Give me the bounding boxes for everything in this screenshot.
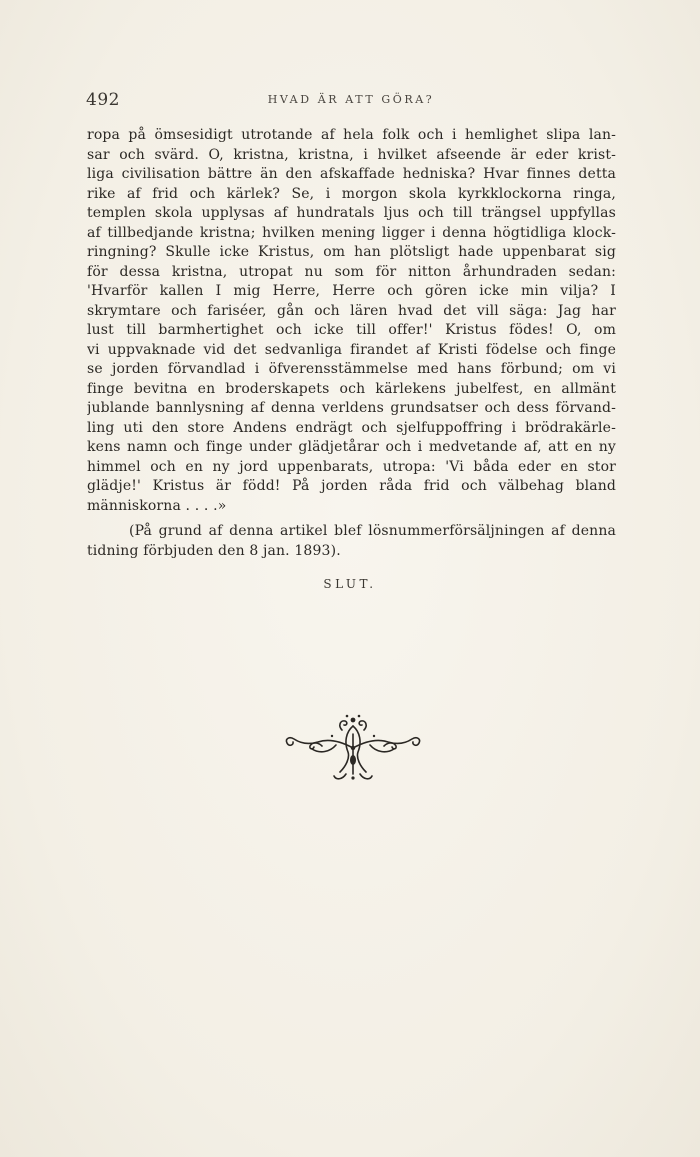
note-line: (På grund af denna artikel blef lösnummerförsäljningen af denna (129, 523, 616, 539)
page-header (86, 90, 616, 112)
publication-note (87, 522, 616, 561)
text-line: rike af frid och kärlek? Se, i morgon skola kyrkklockorna ringa, (87, 185, 616, 202)
running-title: HVAD ÄR ATT GÖRA? (267, 93, 435, 106)
text-line: lust till barmhertighet och icke till offer!' Kristus födes! O, om (87, 322, 616, 338)
text-line: vi uppvaknade vid det sedvanliga firandet af Kristi födelse och finge (87, 341, 616, 358)
text-line: ropa på ömsesidigt utrotande af hela folk och i hemlighet slipa lan- (87, 127, 616, 143)
text-line: himmel och en ny jord uppenbarats, utropa: 'Vi båda eder en stor (87, 458, 616, 475)
text-line: ringning? Skulle icke Kristus, om han plötsligt hade uppenbarat sig (87, 244, 616, 260)
text-line: finge bevitna en broderskapets och kärlekens jubelfest, en allmänt (87, 380, 616, 397)
text-line: jublande bannlysning af denna verldens grundsatser och dess förvand- (87, 400, 616, 416)
text-line: ling uti den store Andens endrägt och sjelfuppoffring i brödrakärle- (87, 419, 616, 436)
closing-word: SLUT. (323, 577, 377, 591)
page-number: 492 (86, 90, 120, 110)
text-line: liga civilisation bättre än den afskaffade hedniska? Hvar finnes detta (87, 166, 616, 182)
text-line: 'Hvarför kallen I mig Herre, Herre och gören icke min vilja? I (87, 283, 616, 299)
body-text (87, 126, 616, 516)
text-line: glädje!' Kristus är född! På jorden råda frid och välbehag bland (87, 478, 616, 494)
text-line: af tillbedjande kristna; hvilken mening ligger i denna högtidliga klock- (87, 224, 616, 241)
text-line: skrymtare och fariséer, gån och lären hvad det vill säga: Jag har (87, 302, 616, 319)
floral-tailpiece-icon (282, 712, 424, 784)
text-line: templen skola upplysas af hundratals ljus och till trängsel uppfyllas (87, 205, 616, 221)
text-line: kens namn och finge under glädjetårar och i medvetande af, att en ny (87, 439, 616, 455)
note-line: tidning förbjuden den 8 jan. 1893). (87, 542, 341, 559)
text-line: för dessa kristna, utropat nu som för nitton århundraden sedan: (87, 263, 616, 280)
text-line: sar och svärd. O, kristna, kristna, i hvilket afseende är eder krist- (87, 146, 616, 163)
text-line: människorna . . . .» (87, 497, 227, 514)
text-line: se jorden förvandlad i öfverensstämmelse med hans förbund; om vi (87, 361, 616, 377)
